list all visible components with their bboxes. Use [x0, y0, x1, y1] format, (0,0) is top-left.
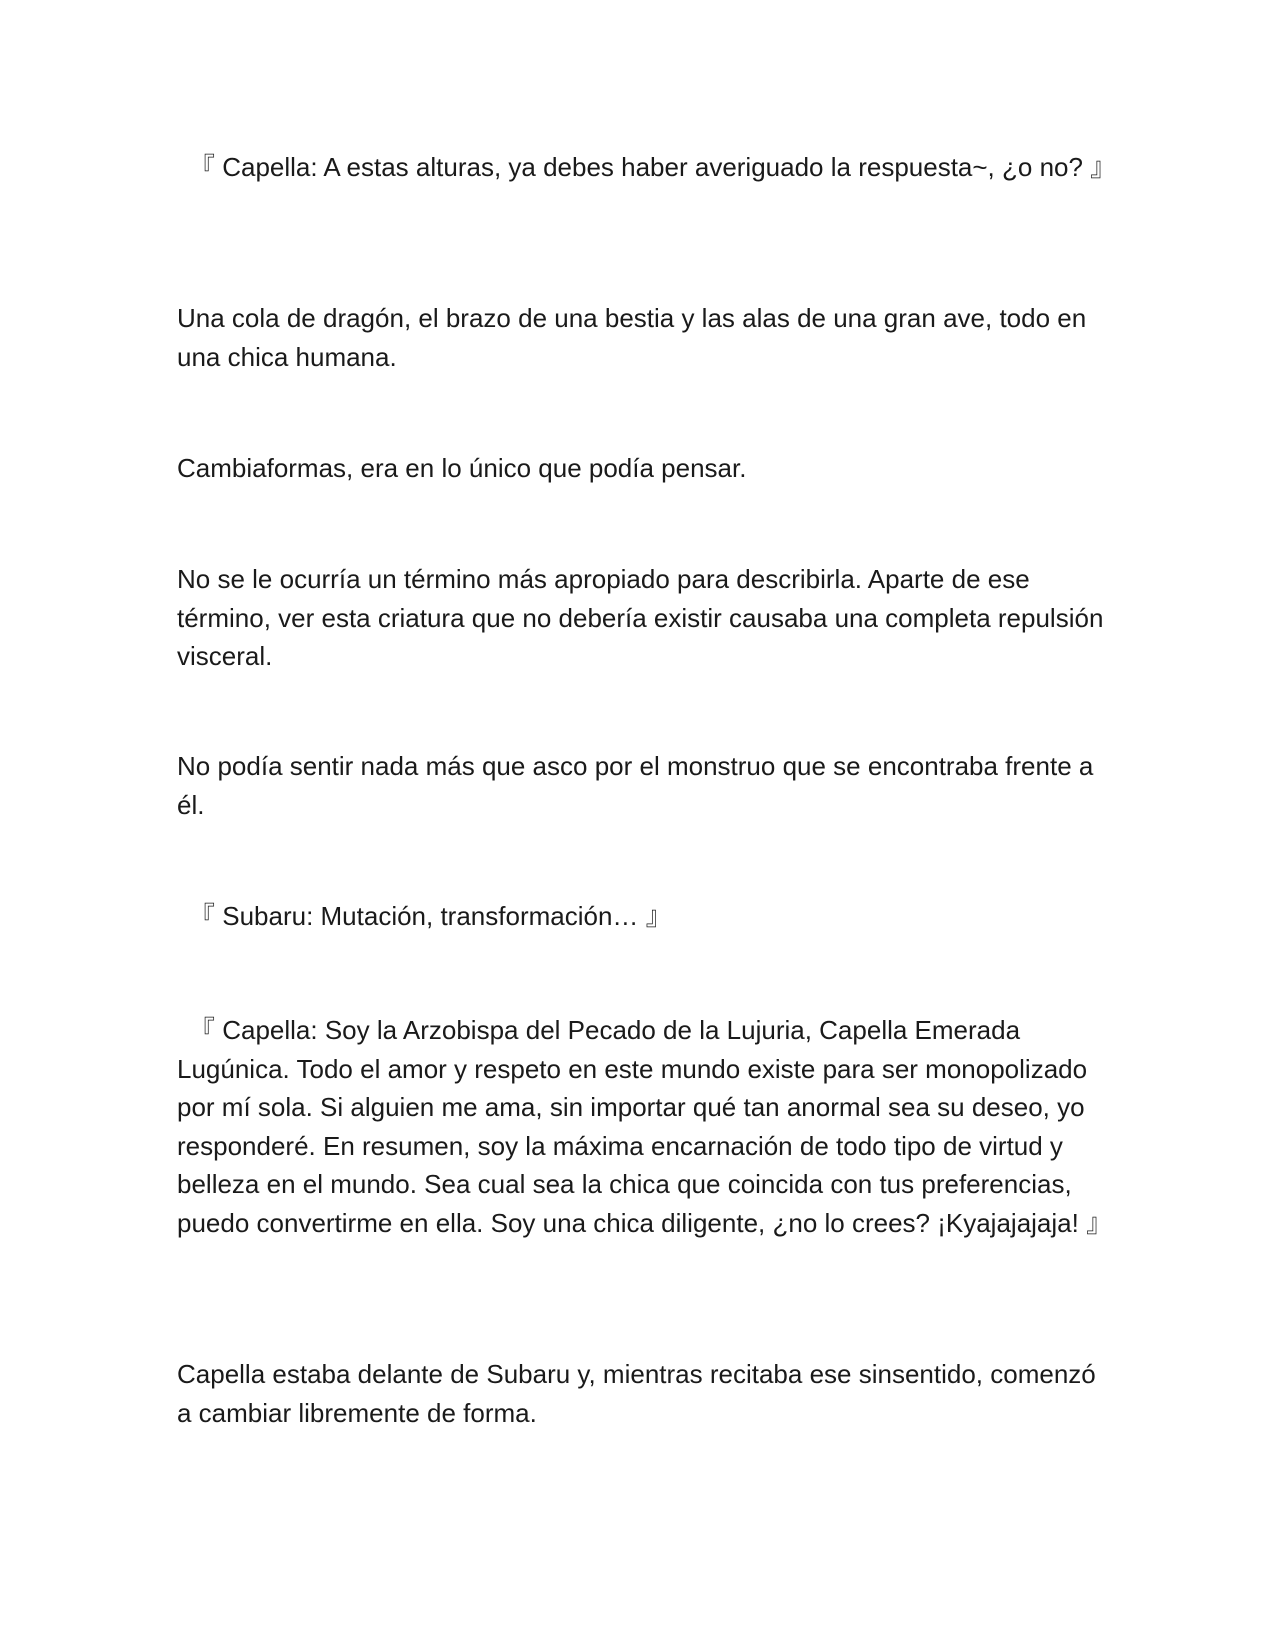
narration-paragraph: Capella estaba delante de Subaru y, mientras recitaba ese sinsentido, comenzó a cambiar libremente de forma.	[177, 1359, 1096, 1428]
narration-paragraph: No se le ocurría un término más apropiado para describirla. Aparte de ese término, ver esta criatura que no debería existir causaba una completa repulsión visceral.	[177, 564, 1104, 671]
dialogue-subaru: 『 Subaru: Mutación, transformación… 』	[189, 901, 672, 931]
narration-paragraph: Una cola de dragón, el brazo de una bestia y las alas de una gran ave, todo en una chica humana.	[177, 303, 1087, 372]
dialogue-capella-question: 『 Capella: A estas alturas, ya debes haber averiguado la respuesta~, ¿o no? 』	[189, 152, 1117, 182]
narration-paragraph: No podía sentir nada más que asco por el monstruo que se encontraba frente a él.	[177, 751, 1094, 820]
narration-paragraph: Cambiaformas, era en lo único que podía pensar.	[177, 453, 747, 483]
dialogue-capella-speech: 『 Capella: Soy la Arzobispa del Pecado de la Lujuria, Capella Emerada Lugúnica. Todo el amor y respeto en este mundo existe para ser monopolizado por mí sola. Si alguien me ama, sin importar qué tan anormal sea su deseo, yo responderé. En resumen, soy la máxima encarnación de todo tipo de virtud y belleza en el mundo. Sea cual sea la chica que coincida con tus preferencias, puedo convertirme en ella. Soy una chica diligente, ¿no lo crees? ¡Kyajajajaja! 』	[177, 1015, 1113, 1238]
